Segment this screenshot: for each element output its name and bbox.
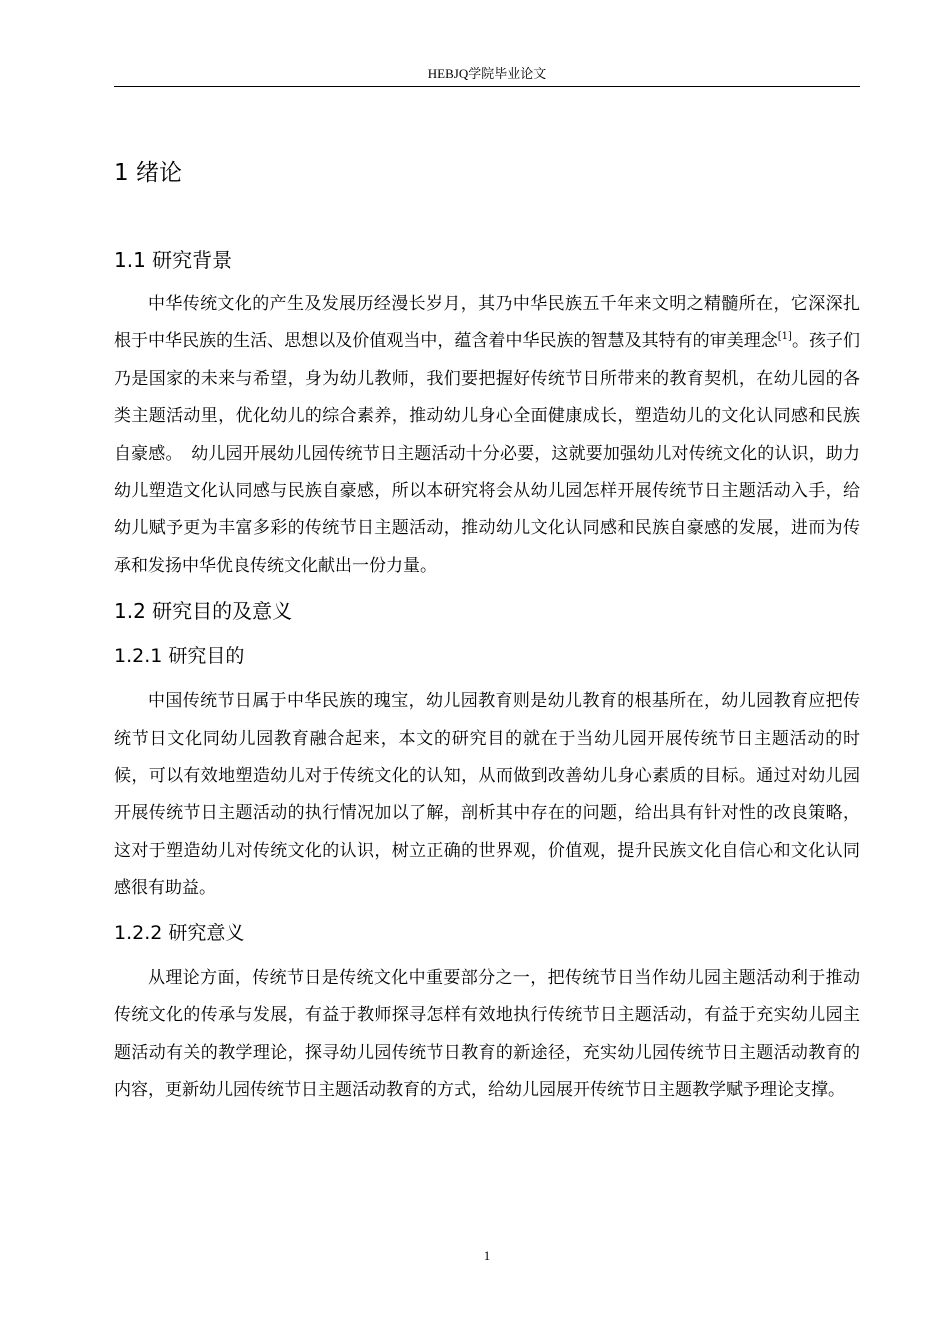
subsection-title-research-significance: 1.2.2 研究意义 bbox=[114, 921, 245, 944]
page-header: HEBJQ学院毕业论文 bbox=[427, 66, 547, 81]
paragraph-research-significance: 从理论方面，传统节日是传统文化中重要部分之一，把传统节日当作幼儿园主题活动利于推动传统文化的传承与发展，有益于教师探寻怎样有效地执行传统节日主题活动，有益于充实幼儿园主题活动有关的教学理论，探寻幼儿园传统节日教育的新途径，充实幼儿园传统节日主题活动教育的内容，更新幼儿园传统节日主题活动教育的方式，给幼儿园展开传统节日主题教学赋予理论支撑。 bbox=[114, 967, 860, 1100]
paragraph-research-purpose: 中国传统节日属于中华民族的瑰宝，幼儿园教育则是幼儿教育的根基所在，幼儿园教育应把传统节日文化同幼儿园教育融合起来，本文的研究目的就在于当幼儿园开展传统节日主题活动的时候，可以有效地塑造幼儿对于传统文化的认知，从而做到改善幼儿身心素质的目标。通过对幼儿园开展传统节日主题活动的执行情况加以了解，剖析其中存在的问题，给出具有针对性的改良策略，这对于塑造幼儿对传统文化的认识，树立正确的世界观，价值观，提升民族文化自信心和文化认同感很有助益。 bbox=[114, 691, 860, 899]
subsection-title-research-purpose: 1.2.1 研究目的 bbox=[114, 645, 245, 668]
header-rule bbox=[114, 86, 860, 87]
paragraph-research-background bbox=[114, 286, 860, 585]
paragraph-text: 。孩子们乃是国家的未来与希望，身为幼儿教师，我们要把握好传统节日所带来的教育契机，在幼儿园的各类主题活动里，优化幼儿的综合素养，推动幼儿身心全面健康成长，塑造幼儿的文化认同感和民族自豪感。 幼儿园开展幼儿园传统节日主题活动十分必要，这就要加强幼儿对传统文化的认识，助力幼儿塑造文化认同感与民族自豪感，所以本研究将会从幼儿园怎样开展传统节日主题活动入手，给幼儿赋予更为丰富多彩的传统节日主题活动，推动幼儿文化认同感和民族自豪感的发展，进而为传承和发扬中华优良传统文化献出一份力量。 bbox=[114, 331, 860, 576]
chapter-title: 1 绪论 bbox=[114, 160, 182, 186]
page-number: 1 bbox=[483, 1248, 491, 1263]
page-content bbox=[114, 150, 860, 1115]
citation-marker: [1] bbox=[777, 331, 792, 343]
section-title-purpose-and-significance: 1.2 研究目的及意义 bbox=[114, 599, 293, 624]
paragraph-text: 中华传统文化的产生及发展历经漫长岁月，其乃中华民族五千年来文明之精髓所在，它深深扎根于中华民族的生活、思想以及价值观当中，蕴含着中华民族的智慧及其特有的审美理念 bbox=[114, 294, 860, 352]
section-title-research-background: 1.1 研究背景 bbox=[114, 248, 233, 272]
